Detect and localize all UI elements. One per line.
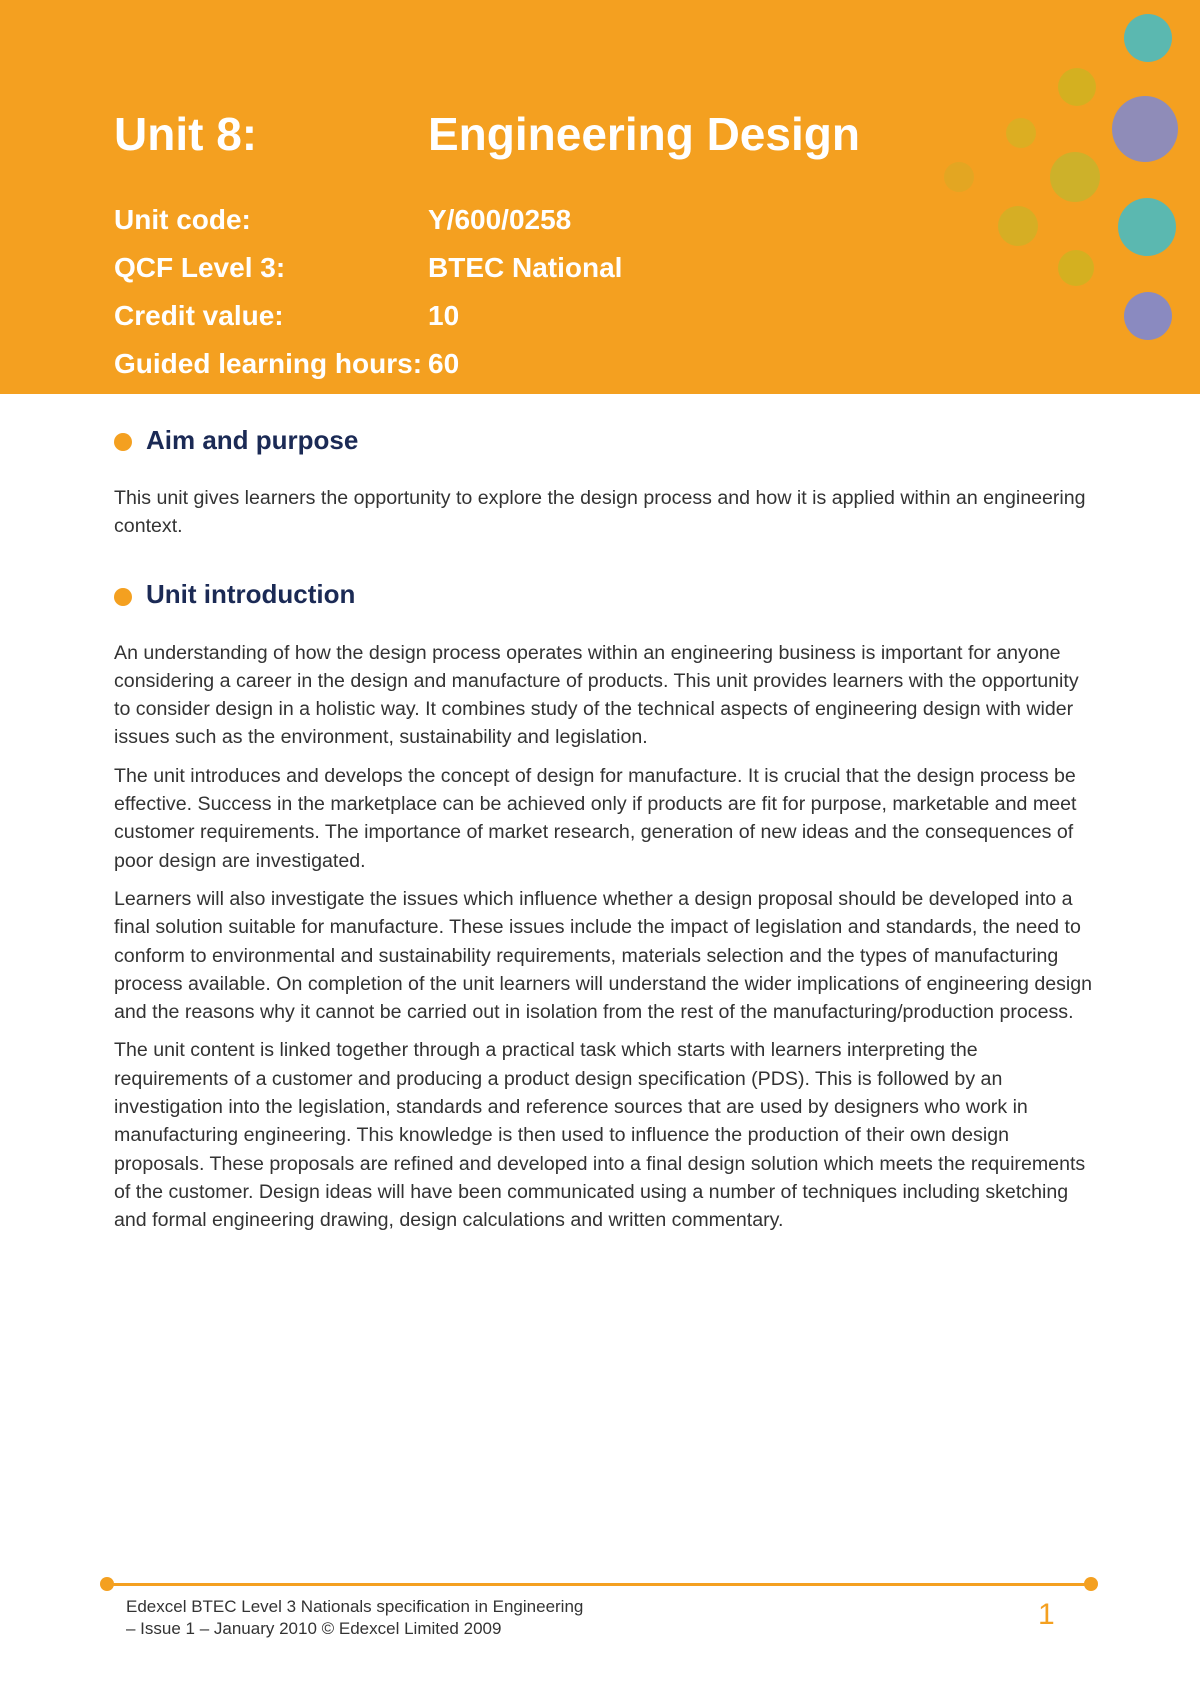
intro-paragraph: An understanding of how the design process operates within an engineering business is important for anyone considering a career in the design and manufacture of products. This unit provides learners with the opportunity to consider design in a holistic way. It combines study of the technical aspects of engineering design with wider issues such as the environment, sustainability and legislation. (114, 641, 1079, 749)
footer-rule (106, 1583, 1092, 1586)
footer-text (126, 1596, 583, 1640)
meta-label: QCF Level 3: (114, 252, 286, 283)
aim-heading-text: Aim and purpose (146, 424, 359, 455)
main-content (114, 420, 1094, 1245)
aim-heading (114, 420, 1094, 460)
decorative-dot (1124, 14, 1172, 62)
footer-rule-cap-right (1084, 1577, 1098, 1591)
aim-paragraph: This unit gives learners the opportunity to explore the design process and how it is applied within an engineering context. (114, 487, 1086, 538)
unit-number: Unit 8: (114, 108, 258, 160)
unit-name: Engineering Design (428, 108, 860, 160)
intro-paragraph: The unit introduces and develops the concept of design for manufacture. It is crucial that the design process be effective. Success in the marketplace can be achieved only if products are fit for purpose, marketable and meet customer requirements. The importance of market research, generation of new ideas and the consequences of poor design are investigated. (114, 764, 1077, 872)
footer-line-2: – Issue 1 – January 2010 © Edexcel Limited 2009 (126, 1619, 502, 1638)
meta-label: Credit value: (114, 300, 284, 331)
decorative-dot (1058, 250, 1094, 286)
qcf-level-row (114, 244, 1014, 292)
unit-code-row (114, 196, 1014, 244)
credit-value-row (114, 292, 1014, 340)
decorative-dot (1050, 152, 1100, 202)
decorative-dot (1058, 68, 1096, 106)
intro-heading-text: Unit introduction (146, 579, 356, 610)
decorative-dot (1006, 118, 1036, 148)
meta-value: 10 (428, 300, 460, 331)
decorative-dot (944, 162, 974, 192)
meta-label: Unit code: (114, 204, 251, 235)
guided-hours-row (114, 340, 1014, 388)
meta-value: BTEC National (428, 252, 623, 283)
bullet-icon (114, 433, 132, 451)
decorative-dot (1118, 198, 1176, 256)
decorative-dot (1124, 292, 1172, 340)
meta-label: Guided learning hours: (114, 348, 423, 379)
intro-heading (114, 575, 1094, 615)
unit-header-banner (0, 0, 1200, 394)
intro-paragraph: The unit content is linked together through a practical task which starts with learners interpreting the requirements of a customer and producing a product design specification (PDS). This is followed by an investigation into the legislation, standards and reference sources that are used by designers who work in manufacturing engineering. This knowledge is then used to influence the production of their own design proposals. These proposals are refined and developed into a final design solution which meets the requirements of the customer. Design ideas will have been communicated using a number of techniques including sketching and formal engineering drawing, design calculations and written commentary. (114, 1039, 1086, 1232)
page-number: 1 (1038, 1598, 1055, 1631)
unit-meta (114, 196, 1014, 388)
decorative-dot (1112, 96, 1178, 162)
footer-line-1: Edexcel BTEC Level 3 Nationals specification in Engineering (126, 1597, 584, 1616)
intro-paragraph: Learners will also investigate the issues which influence whether a design proposal should be developed into a final solution suitable for manufacture. These issues include the impact of legislation and standards, the need to conform to environmental and sustainability requirements, materials selection and the types of manufacturing process available. On completion of the unit learners will understand the wider implications of engineering design and the reasons why it cannot be carried out in isolation from the rest of the manufacturing/production process. (114, 887, 1093, 1024)
meta-value: 60 (428, 348, 460, 379)
footer-rule-cap-left (100, 1577, 114, 1591)
meta-value: Y/600/0258 (428, 204, 572, 235)
bullet-icon (114, 588, 132, 606)
